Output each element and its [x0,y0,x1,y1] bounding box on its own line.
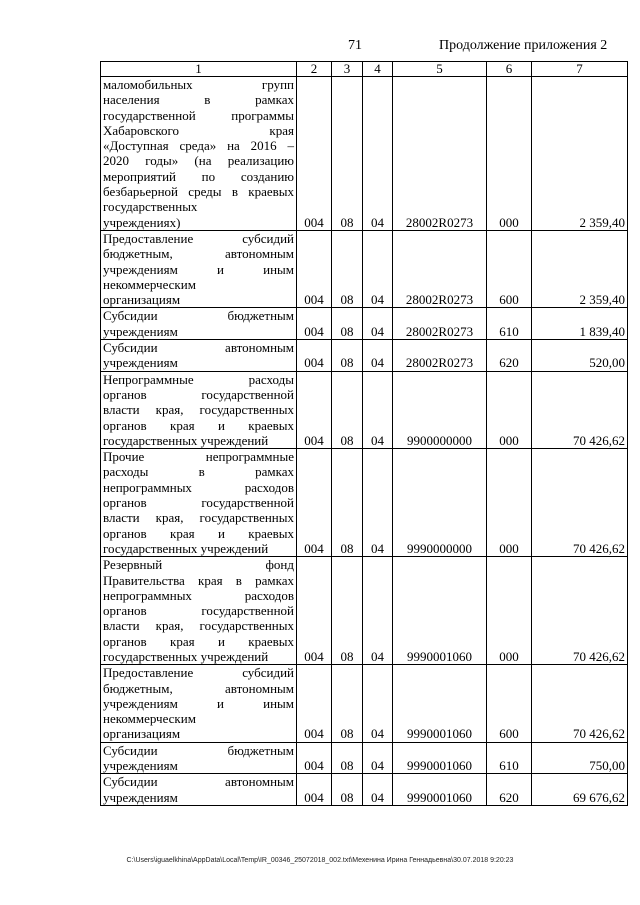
description-line: Предоставление субсидий [103,230,294,246]
table-body [101,77,628,806]
subsection-code: 04 [363,449,393,557]
description-line: организациям [103,292,181,308]
column-header-7: 7 [532,62,628,77]
section-code: 08 [332,308,363,340]
description-line: учреждениям и иным [103,695,294,711]
table-row [101,774,628,806]
expense-type-code: 000 [487,77,532,231]
description-line: бюджетным, автономным [103,680,294,696]
ministry-code: 004 [297,449,332,557]
table-header-row [101,62,628,77]
description-line: органов края и краевых [103,417,294,433]
table-row [101,665,628,742]
column-header-4: 4 [363,62,393,77]
column-header-1: 1 [101,62,297,77]
expense-type-code: 000 [487,449,532,557]
section-code: 08 [332,371,363,448]
row-description [101,308,297,340]
row-description [101,449,297,557]
page-number: 71 [348,38,362,53]
description-line: Правительства края в рамках [103,572,294,588]
subsection-code: 04 [363,371,393,448]
description-line: Предоставление субсидий [103,665,294,681]
description-line: «Доступная среда» на 2016 – [103,138,294,154]
section-code: 08 [332,557,363,665]
table-row [101,371,628,448]
expense-type-code: 610 [487,742,532,774]
ministry-code: 004 [297,665,332,742]
target-article-code: 9900000000 [393,371,487,448]
ministry-code: 004 [297,742,332,774]
subsection-code: 04 [363,557,393,665]
ministry-code: 004 [297,557,332,665]
description-line: государственных [103,199,198,215]
target-article-code: 9990000000 [393,449,487,557]
description-line: организациям [103,726,181,742]
table-row [101,308,628,340]
ministry-code: 004 [297,340,332,372]
description-line: государственных учреждений [103,648,269,664]
table-row [101,340,628,372]
target-article-code: 28002R0273 [393,230,487,307]
amount: 70 426,62 [532,557,628,665]
description-line: бюджетным, автономным [103,246,294,262]
section-code: 08 [332,774,363,806]
description-line: мероприятий по созданию [103,168,294,184]
expense-type-code: 600 [487,230,532,307]
table-row [101,449,628,557]
section-code: 08 [332,742,363,774]
amount: 70 426,62 [532,371,628,448]
subsection-code: 04 [363,308,393,340]
row-description [101,742,297,774]
column-header-6: 6 [487,62,532,77]
row-description [101,774,297,806]
description-line: непрограммных расходов [103,587,294,603]
table-row [101,230,628,307]
expense-type-code: 600 [487,665,532,742]
amount: 520,00 [532,340,628,372]
description-line: Субсидии бюджетным [103,742,294,758]
target-article-code: 9990001060 [393,665,487,742]
ministry-code: 004 [297,371,332,448]
section-code: 08 [332,340,363,372]
section-code: 08 [332,77,363,231]
description-line: Субсидии автономным [103,774,294,790]
description-line: некоммерческим [103,711,196,727]
expense-type-code: 620 [487,340,532,372]
description-line: некоммерческим [103,276,196,292]
target-article-code: 28002R0273 [393,77,487,231]
subsection-code: 04 [363,742,393,774]
description-line: государственных учреждений [103,432,269,448]
description-line: учреждениям [103,323,178,339]
row-description [101,557,297,665]
section-code: 08 [332,230,363,307]
expense-type-code: 620 [487,774,532,806]
description-line: учреждениям [103,789,178,805]
section-code: 08 [332,665,363,742]
description-line: 2020 годы» (на реализацию [103,153,294,169]
expense-type-code: 000 [487,371,532,448]
description-line: Субсидии автономным [103,340,294,356]
amount: 2 359,40 [532,77,628,231]
description-line: маломобильных групп [103,77,294,92]
description-line: Резервный фонд [103,557,294,573]
row-description [101,340,297,372]
description-line: Хабаровского края [103,122,294,138]
amount: 70 426,62 [532,449,628,557]
description-line: государственных учреждений [103,540,269,556]
budget-table [100,61,628,806]
amount: 69 676,62 [532,774,628,806]
amount: 70 426,62 [532,665,628,742]
file-path-footer: C:\Users\iguaelkhina\AppData\Local\Temp\IR_00346_25072018_002.txt\Мехенина Ирина Геннадьевна\30.07.2018 9:20:23 [126,857,514,864]
description-line: учреждениям [103,758,178,774]
ministry-code: 004 [297,774,332,806]
table-row [101,557,628,665]
subsection-code: 04 [363,77,393,231]
column-header-2: 2 [297,62,332,77]
description-line: Прочие непрограммные [103,449,294,465]
description-line: органов края и краевых [103,633,294,649]
continuation-note: Продолжение приложения 2 [439,38,608,53]
description-line: Субсидии бюджетным [103,308,294,324]
description-line: учреждениям и иным [103,261,294,277]
table-row [101,77,628,231]
amount: 1 839,40 [532,308,628,340]
expense-type-code: 610 [487,308,532,340]
ministry-code: 004 [297,230,332,307]
row-description [101,230,297,307]
subsection-code: 04 [363,230,393,307]
description-line: безбарьерной среды в краевых [103,184,294,200]
target-article-code: 9990001060 [393,742,487,774]
description-line: власти края, государственных [103,402,294,418]
description-line: учреждениях) [103,214,181,230]
description-line: органов государственной [103,603,294,619]
subsection-code: 04 [363,340,393,372]
amount: 2 359,40 [532,230,628,307]
description-line: органов государственной [103,386,294,402]
description-line: органов края и краевых [103,525,294,541]
row-description [101,665,297,742]
target-article-code: 28002R0273 [393,340,487,372]
expense-type-code: 000 [487,557,532,665]
row-description [101,77,297,231]
ministry-code: 004 [297,308,332,340]
subsection-code: 04 [363,774,393,806]
target-article-code: 9990001060 [393,557,487,665]
description-line: власти края, государственных [103,618,294,634]
target-article-code: 28002R0273 [393,308,487,340]
description-line: Непрограммные расходы [103,371,294,387]
column-header-3: 3 [332,62,363,77]
description-line: власти края, государственных [103,510,294,526]
target-article-code: 9990001060 [393,774,487,806]
subsection-code: 04 [363,665,393,742]
column-header-5: 5 [393,62,487,77]
description-line: государственной программы [103,107,294,123]
description-line: непрограммных расходов [103,479,294,495]
description-line: органов государственной [103,495,294,511]
amount: 750,00 [532,742,628,774]
section-code: 08 [332,449,363,557]
description-line: учреждениям [103,355,178,371]
table-row [101,742,628,774]
description-line: населения в рамках [103,92,294,108]
ministry-code: 004 [297,77,332,231]
row-description [101,371,297,448]
description-line: расходы в рамках [103,464,294,480]
